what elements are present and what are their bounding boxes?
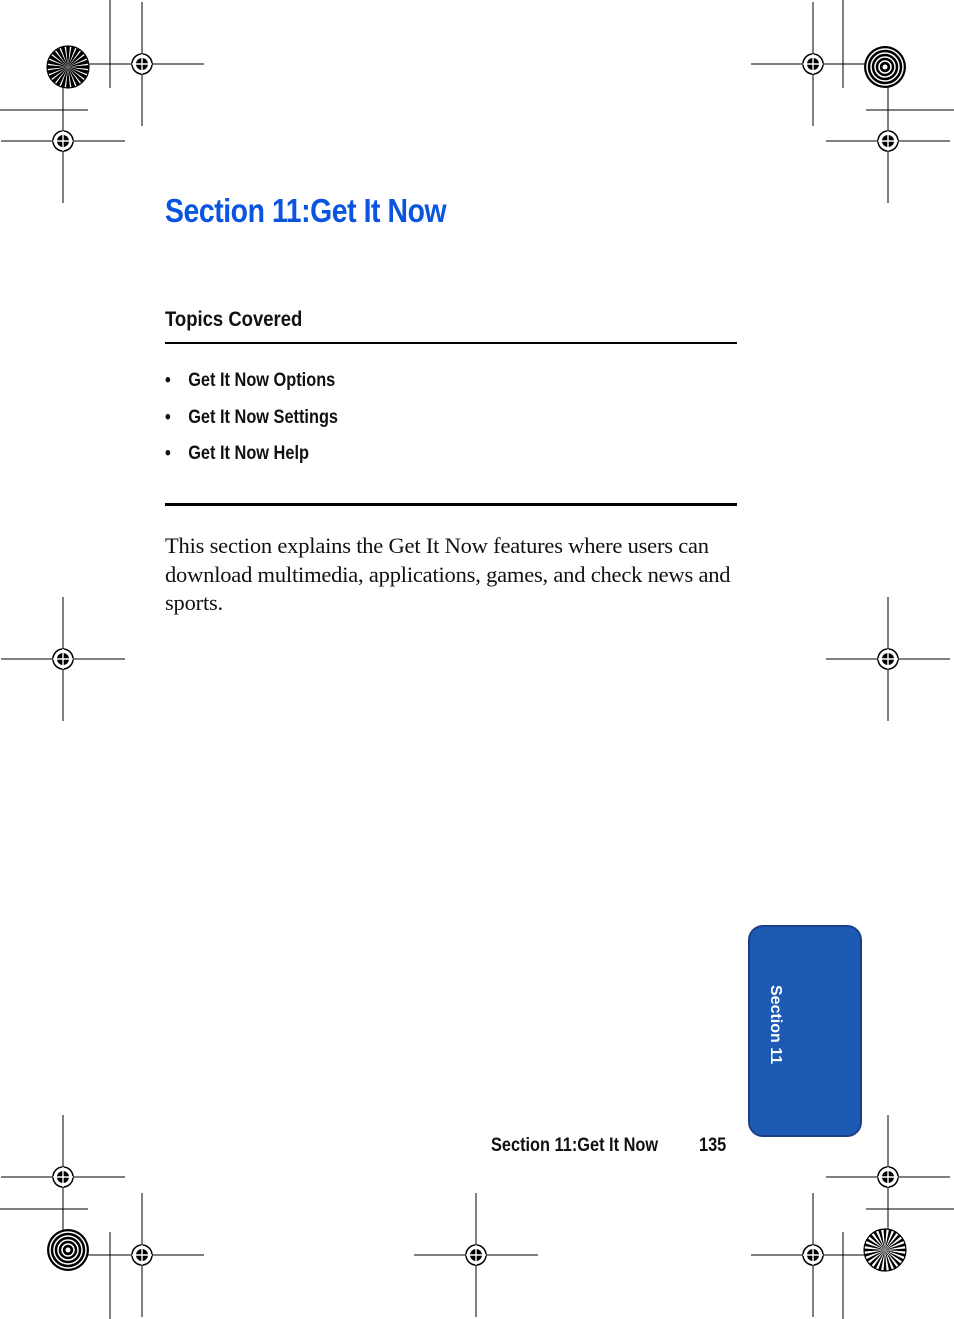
- star-target: [864, 1229, 906, 1271]
- topics-rule-bottom: [165, 503, 737, 506]
- registration-mark: [751, 1193, 875, 1317]
- intro-paragraph: This section explains the Get It Now features where users can download multimedia, applications, games, and check news and sports.: [165, 533, 731, 616]
- list-item: [165, 443, 338, 480]
- topics-list: [165, 370, 366, 480]
- list-item: [165, 407, 338, 444]
- page-title: Section 11:Get It Now: [165, 192, 447, 229]
- page-number: 135: [699, 1135, 727, 1156]
- bullet-icon: •: [165, 370, 171, 391]
- star-target: [47, 46, 89, 88]
- footer-section-title: Section 11:Get It Now: [491, 1135, 659, 1156]
- registration-mark: [1, 597, 125, 721]
- topics-rule-top: [165, 342, 737, 344]
- section-tab-label: Section 11: [767, 985, 784, 1065]
- topic-label: Get It Now Settings: [188, 406, 339, 428]
- bullet-icon: •: [165, 406, 171, 428]
- registration-mark: [751, 2, 875, 126]
- registration-mark: [1, 1115, 125, 1239]
- moire-target: [864, 46, 906, 88]
- registration-mark: [826, 79, 950, 203]
- registration-mark: [1, 79, 125, 203]
- registration-mark: [80, 1193, 204, 1317]
- registration-mark: [414, 1193, 538, 1317]
- topic-label: Get It Now Options: [188, 370, 336, 391]
- bullet-icon: •: [165, 443, 171, 464]
- registration-mark: [80, 2, 204, 126]
- topics-heading: Topics Covered: [165, 308, 303, 331]
- topic-label: Get It Now Help: [188, 443, 309, 464]
- moire-target: [47, 1229, 89, 1271]
- list-item: [165, 370, 338, 407]
- registration-mark: [826, 597, 950, 721]
